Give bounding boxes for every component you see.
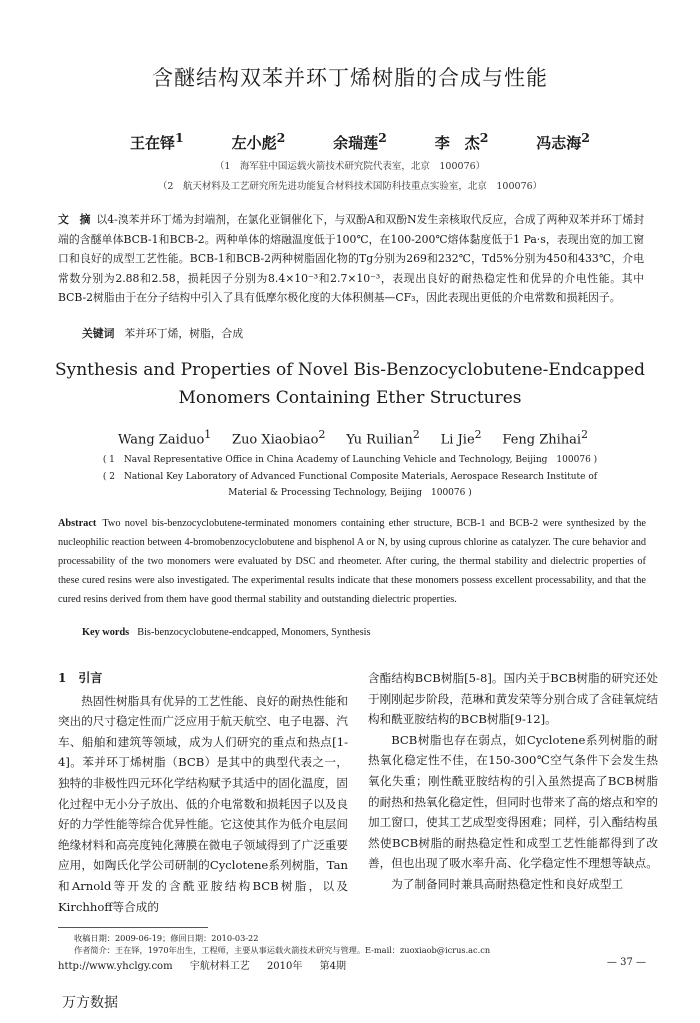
affiliation-en-2: ( 2 National Key Laboratory of Advanced Functional Composite Materials, Aerospace Research Institute of bbox=[102, 472, 598, 482]
body-column-right bbox=[368, 668, 658, 895]
affiliation-cn-1: （1 海军驻中国运载火箭技术研究院代表室，北京 100076） bbox=[214, 161, 486, 172]
keywords-en-label: Key words bbox=[82, 627, 130, 638]
affiliation-en-1: ( 1 Naval Representative Office in China Academy of Launching Vehicle and Technology, Beijing 100076 ) bbox=[102, 455, 598, 465]
body-column-left bbox=[58, 668, 348, 917]
footer-url[interactable]: http://www.yhclgy.com bbox=[58, 961, 173, 972]
keywords-cn-text: 苯并环丁烯，树脂，合成 bbox=[124, 327, 244, 340]
footer-issue: 第4期 bbox=[319, 961, 346, 972]
footer-left bbox=[58, 957, 360, 972]
paper-title-en-line: Synthesis and Properties of Novel Bis-Benzocyclobutene-Endcapped bbox=[54, 360, 646, 380]
abstract-en bbox=[58, 514, 646, 609]
abstract-cn-text: 以4-溴苯并环丁烯为封端剂，在氯化亚铜催化下，与双酚A和双酚N发生亲核取代反应，合成了两种双苯并环丁烯封端的含醚单体BCB-1和BCB-2。两种单体的熔融温度低于100℃，在100-200℃熔体黏度低于1 Pa·s，表现出宽的加工窗口和良好的成型工艺性能。BCB-1和BCB-2两种树脂固化物的Tg分别为269和232℃，Td5%分别为450和433℃，介电常数分别为2.88和2.58，损耗因子分别为8.4×10⁻³和2.7×10⁻³，表现出良好的耐热稳定性和优异的介电性能。其中BCB-2树脂由于在分子结构中引入了具有低摩尔极化度的大体积侧基—CF₃，因此表现出更低的介电常数和损耗因子。 bbox=[58, 213, 644, 304]
page-number: — 37 — bbox=[606, 957, 646, 968]
body-paragraph: BCB树脂也存在弱点，如Cyclotene系列树脂的耐热氧化稳定性不佳，在150-300℃空气条件下会发生热氧化失重；刚性酰亚胺结构的引入虽然提高了BCB树脂的耐热和热氧化稳定性，但同时也带来了高的熔点和窄的加工窗口，使其工艺成型变得困难；同样，引入酯结构虽然使BCB树脂的耐热稳定性和成型工艺性能都得到了改善，但也出现了吸水率升高、化学稳定性不理想等缺点。 bbox=[368, 732, 658, 871]
author-cn: 左小彪$^2$ bbox=[231, 130, 286, 152]
body-paragraph: 含酯结构BCB树脂[5-8]。国内关于BCB树脂的研究还处于刚刚起步阶段，范琳和黄发荣等分别合成了含硅氧烷结构和酰亚胺结构的BCB树脂[9-12]。 bbox=[368, 671, 658, 727]
affiliation-cn-2: （2 航天材料及工艺研究所先进功能复合材料技术国防科技重点实验室，北京 100076） bbox=[157, 181, 543, 192]
author-cn: 冯志海$^2$ bbox=[536, 130, 590, 152]
author-en: Wang Zaiduo$^1$ bbox=[118, 428, 212, 448]
author-list-en bbox=[118, 428, 588, 447]
author-en: Yu Ruilian$^2$ bbox=[346, 428, 420, 448]
author-cn: 余瑞莲$^2$ bbox=[333, 130, 387, 152]
author-cn: 李 杰$^2$ bbox=[434, 130, 489, 152]
author-en: Zuo Xiaobiao$^2$ bbox=[232, 428, 326, 448]
keywords-en-text: Bis-benzocyclobutene-endcapped, Monomers, Synthesis bbox=[137, 627, 371, 638]
abstract-en-label: Abstract bbox=[58, 518, 97, 529]
footnote-received: 收稿日期：2009-06-19；修回日期：2010-03-22 bbox=[74, 933, 259, 943]
author-cn: 王在铎$^1$ bbox=[130, 130, 184, 152]
author-en: Li Jie$^2$ bbox=[440, 428, 482, 448]
abstract-cn bbox=[58, 210, 644, 308]
paper-title-en-line: Monomers Containing Ether Structures bbox=[178, 388, 522, 408]
watermark-text: 万方数据 bbox=[62, 995, 118, 1011]
affiliation-en-2-cont: Material & Processing Technology, Beijing 100076 ) bbox=[228, 488, 472, 498]
keywords-en bbox=[82, 627, 371, 638]
section-heading: 1 引言 bbox=[58, 671, 103, 685]
paper-title-en bbox=[0, 356, 700, 412]
body-paragraph: 为了制备同时兼具高耐热稳定性和良好成型工 bbox=[391, 876, 624, 891]
author-en: Feng Zhihai$^2$ bbox=[502, 428, 588, 448]
keywords-cn bbox=[82, 326, 243, 341]
footer-year: 2010年 bbox=[266, 961, 303, 972]
keywords-cn-label: 关键词 bbox=[82, 327, 115, 340]
footer-journal: 宇航材料工艺 bbox=[189, 961, 250, 972]
author-list-cn bbox=[130, 130, 590, 153]
footnote-divider bbox=[58, 927, 208, 928]
body-paragraph: 热固性树脂具有优异的工艺性能、良好的耐热性能和突出的尺寸稳定性而广泛应用于航天航空、电子电器、汽车、船舶和建筑等领域，成为人们研究的重点和热点[1-4]。苯并环丁烯树脂（BCB）是其中的典型代表之一，独特的非极性四元环化学结构赋予其适中的固化温度，固化过程中无小分子放出、低的介电常数和损耗因子以及良好的力学性能等综合优异性能。它这使其作为低介电层间绝缘材料和高亮度钝化薄膜在微电子领域得到了广泛重要应用，如陶氏化学公司研制的Cyclotene系列树脂，Tan和Arnold等开发的含酰亚胺结构BCB树脂，以及Kirchhoff等合成的 bbox=[58, 693, 348, 914]
abstract-cn-label: 文 摘 bbox=[58, 213, 91, 226]
abstract-en-text: Two novel bis-benzocyclobutene-terminated monomers containing ether structure, BCB-1 and BCB-2 were synthesized by the nucleophilic reaction between 4-bromobenzocyclobutene and bisphenol A or N, by using cuprous chlorine as catalyzer. The cure behavior and processability of the two monomers were evaluated by DSC and rheometer. After curing, the thermal stability and dielectric properties of these cured resins were also investigated. The experimental results indicate that these monomers possess excellent processability, and that the cured resins derived from them have good thermal stability and outstanding dielectric properties. bbox=[58, 518, 646, 605]
footnote-author-bio: 作者简介：王在铎，1970年出生，工程师，主要从事运载火箭技术研究与管理。E-mail：zuoxiaob@icrus.ac.cn bbox=[74, 945, 491, 955]
page-footer bbox=[58, 957, 646, 972]
paper-title-cn: 含醚结构双苯并环丁烯树脂的合成与性能 bbox=[152, 66, 548, 90]
